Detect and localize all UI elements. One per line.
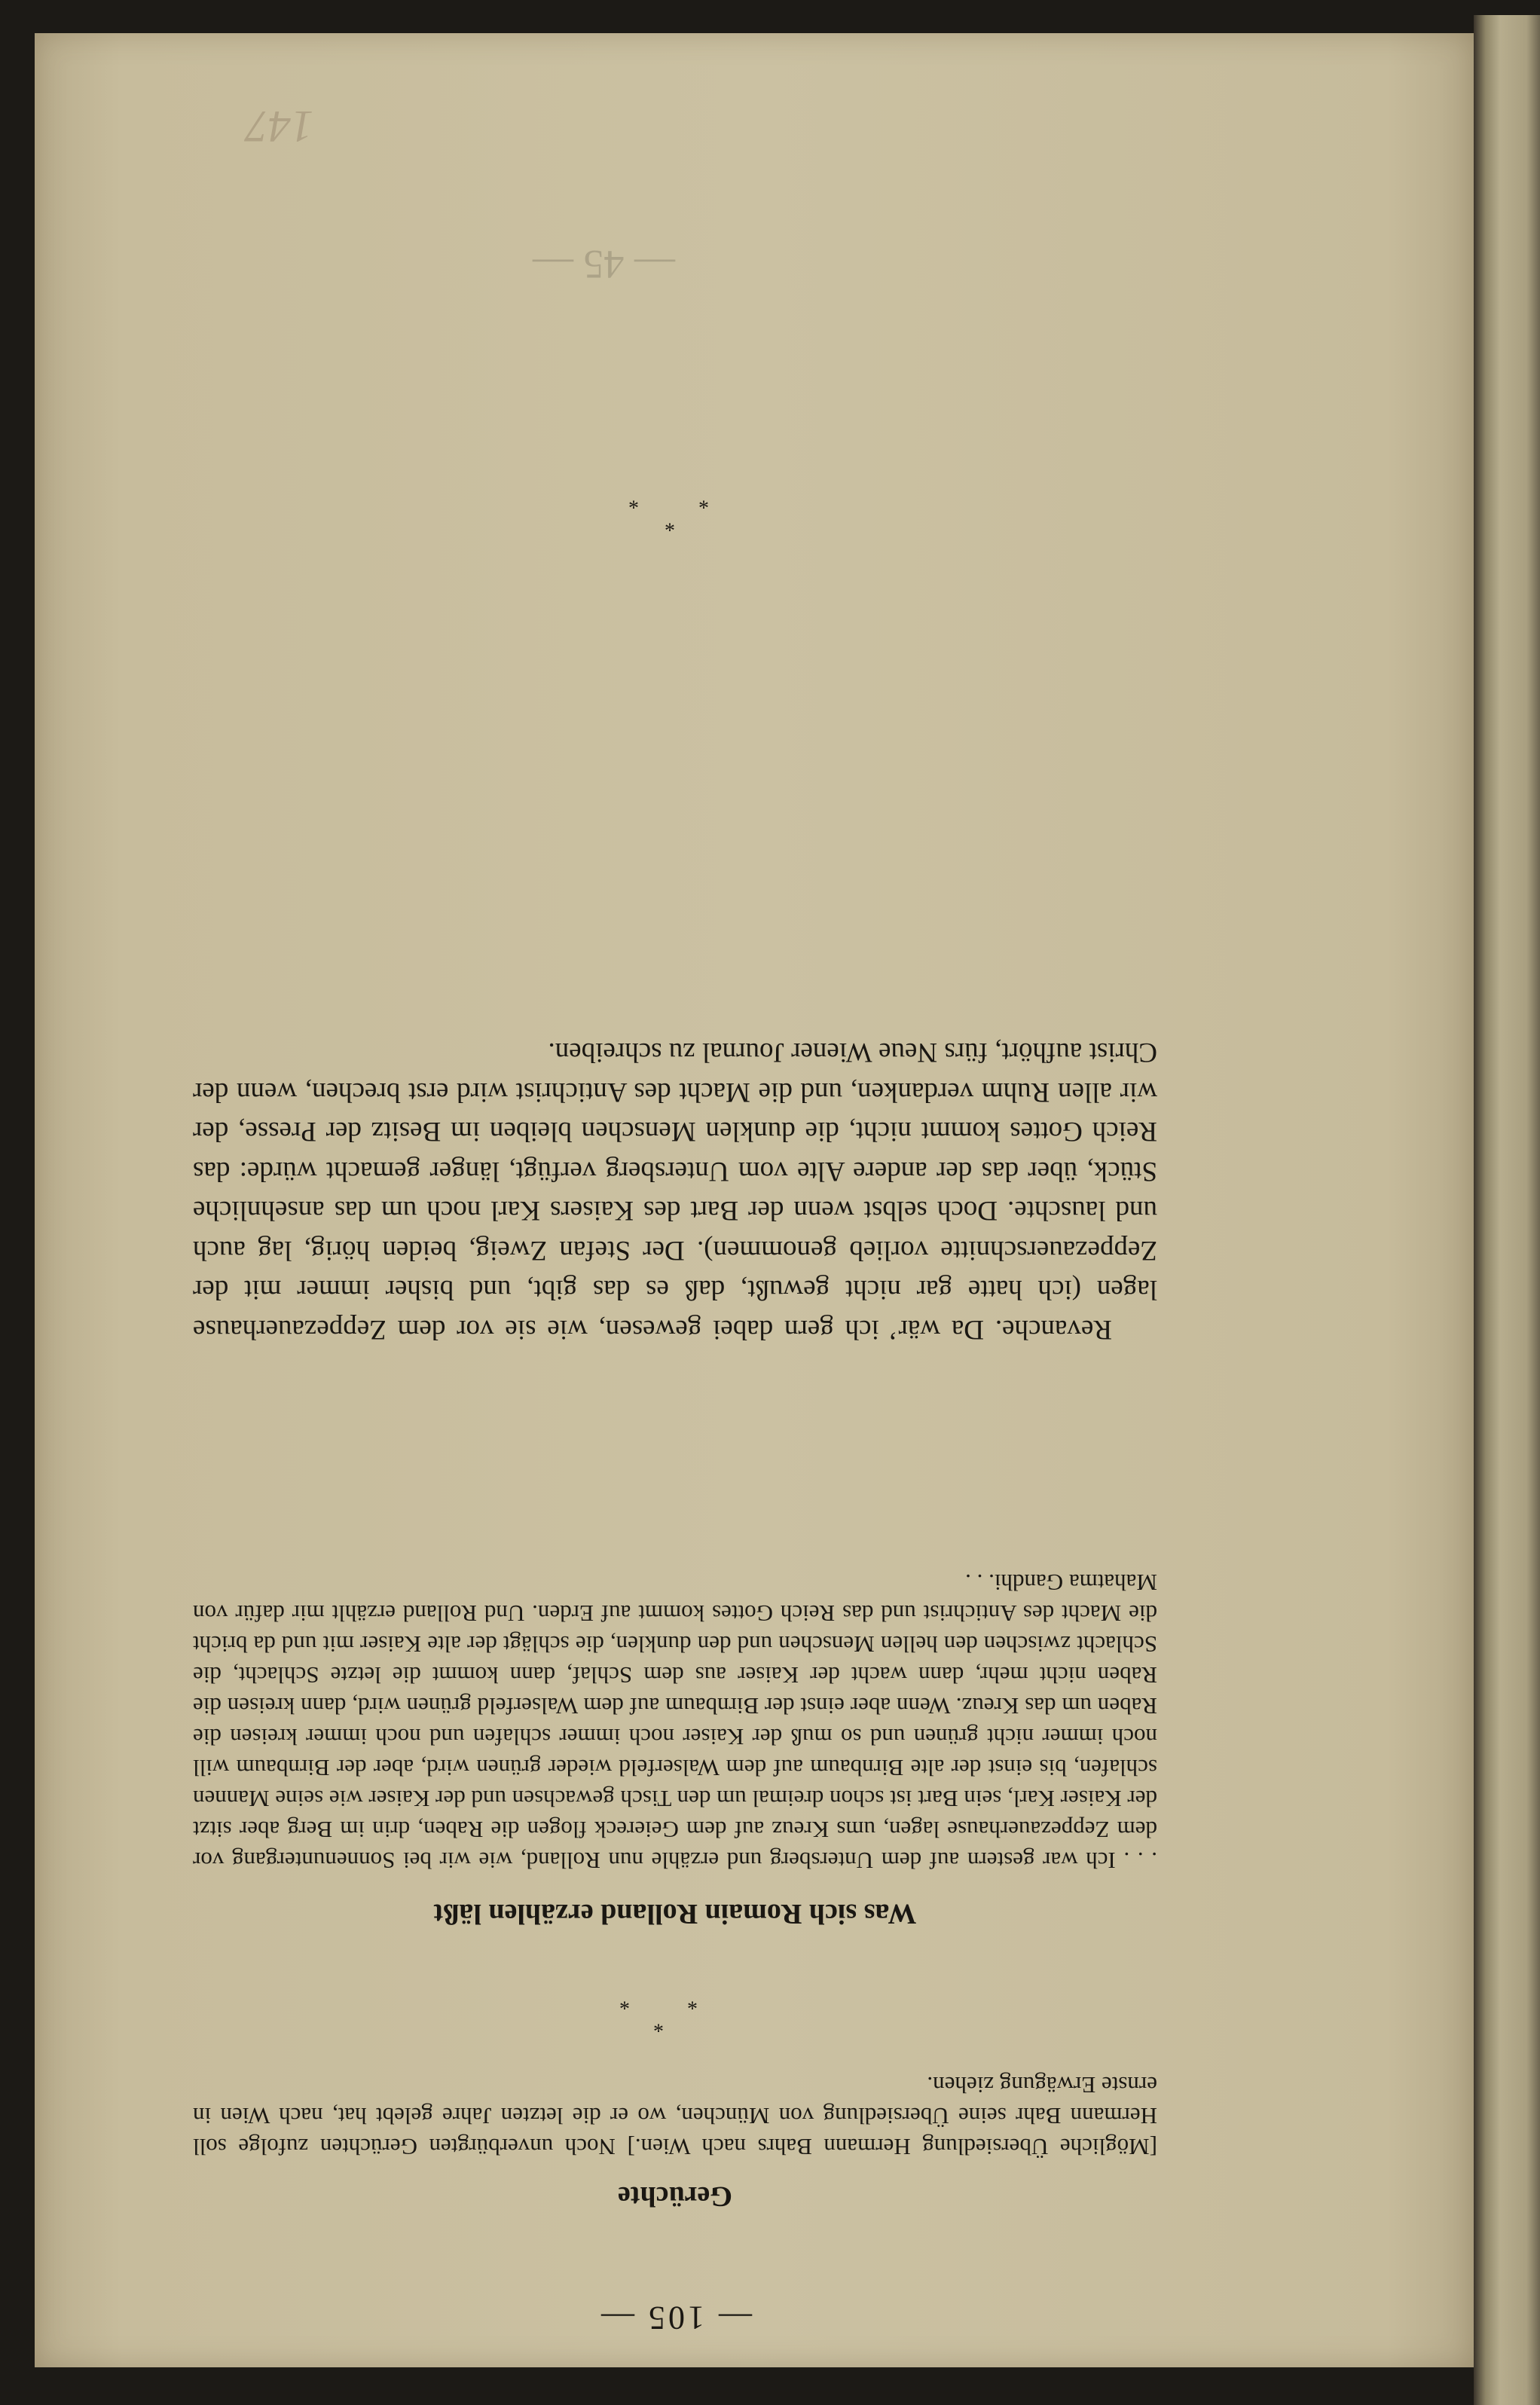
text-column <box>193 33 1157 2367</box>
separator-star: * <box>653 2012 664 2036</box>
section-separator <box>193 1983 1157 2036</box>
page-number: — 105 — <box>598 2300 752 2336</box>
rolland-heading: Was sich Romain Rolland erzählen läßt <box>433 1898 917 1930</box>
book-gutter <box>1474 15 1540 2405</box>
pencil-annotation: 147 <box>246 102 313 151</box>
page-content-rotated <box>35 33 1474 2367</box>
separator-star: * <box>665 512 675 535</box>
geruechte-heading: Gerüchte <box>618 2180 732 2212</box>
separator-star: * <box>687 1990 698 2013</box>
rolland-commentary-paragraph: Revanche. Da wär’ ich gern dabei gewesen, wie sie vor dem Zeppezauerhause lagen (ich hatte gar nicht gewußt, daß es das gibt, und bisher immer mit der Zeppezauerschnitte vorlieb genommen). Der Stefan Zweig, beiden hörig, lag auch und lauschte. Doch selbst wenn der Bart des Kaisers Karl noch um das ansehnliche Stück, über das der andere Alte vom Untersberg verfügt, länger gemacht würde: das Reich Gottes kommt nicht, die dunklen Menschen bleiben im Besitz der Presse, der wir allen Ruhm verdanken, und die Macht des Antichrist wird erst brechen, wenn der Christ aufhört, fürs Neue Wiener Journal zu schreiben. <box>193 1037 1157 1345</box>
rolland-quote-paragraph: . . . Ich war gestern auf dem Untersberg und erzähle nun Rolland, wie wir bei Sonnenuntergang vor dem Zeppezauerhause lagen, ums Kreuz auf dem Geiereck flogen die Raben, drin im Berg aber sitzt der Kaiser Karl, sein Bart ist schon dreimal um den Tisch gewachsen und der Kaiser wie seine Mannen schlafen, bis einst der alte Birnbaum auf dem Walserfeld wieder grünen wird, aber der Birnbaum will noch immer nicht grünen und so muß der Kaiser noch immer schlafen und noch immer kreisen die Raben um das Kreuz. Wenn aber einst der Birnbaum auf dem Walserfeld grünen wird, dann kreisen die Raben nicht mehr, dann wacht der Kaiser aus dem Schlaf, dann kommt die letzte Schlacht, die Schlacht zwischen den hellen Menschen und den dunklen, die schlägt der alte Kaiser mit und da bricht die Macht des Antichrist und das Reich Gottes kommt auf Erden. Und Rolland erzählt mir dafür von Mahatma Gandhi. . . <box>193 1569 1157 1874</box>
geruechte-paragraph: [Mögliche Übersiedlung Hermann Bahrs nach Wien.] Noch unverbürgten Gerüchten zufolge soll Hermann Bahr seine Übersiedlung von München, wo er die letzten Jahre gelebt hat, nach Wien in ernste Erwägung ziehen. <box>193 2072 1157 2160</box>
section-separator <box>193 460 1157 535</box>
show-through-mark: — 45 — <box>533 242 675 287</box>
separator-star: * <box>698 489 709 512</box>
separator-star: * <box>619 1990 630 2013</box>
separator-star: * <box>628 489 639 512</box>
